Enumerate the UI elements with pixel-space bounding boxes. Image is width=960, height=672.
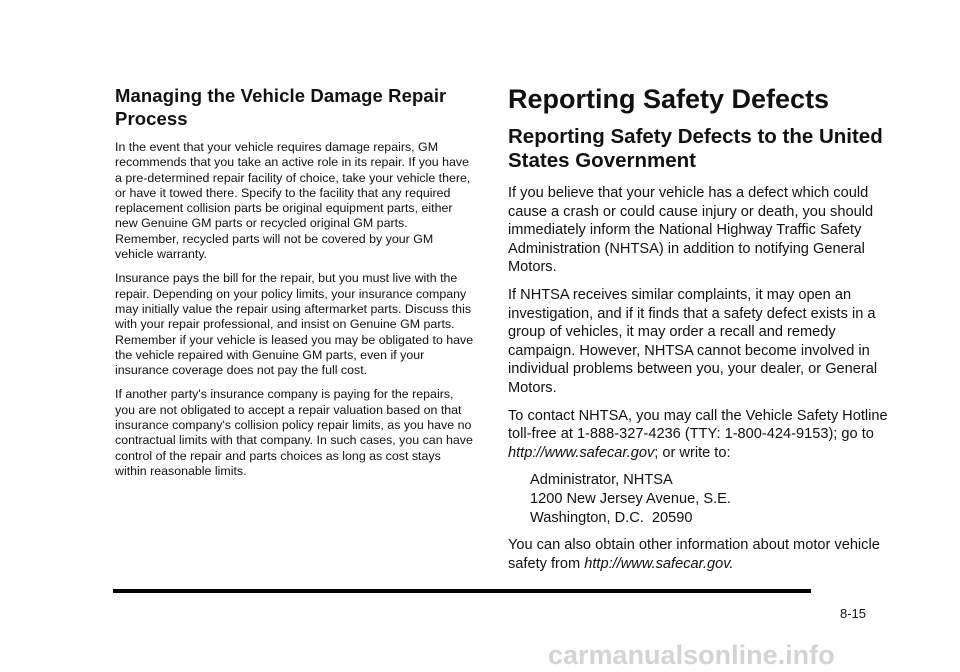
safecar-link-2[interactable]: http://www.safecar.gov. <box>584 555 734 572</box>
footer-rule <box>113 589 811 593</box>
watermark-logo <box>548 644 958 668</box>
safecar-link[interactable]: http://www.safecar.gov <box>508 444 655 461</box>
paragraph-nhtsa-investigation: If NHTSA receives similar complaints, it may open an investigation, and if it finds that a safety defect exists in a group of vehicles, it may order a recall and remedy campaign. However, NHTSA cannot become involved in individual problems between you, your dealer, or General Motors. <box>508 286 878 396</box>
svg-text:carmanualsonline.info: carmanualsonline.info <box>548 644 835 668</box>
page-number: 8-15 <box>840 606 867 621</box>
paragraph-more-info <box>508 536 888 573</box>
address-line-2: 1200 New Jersey Avenue, S.E. <box>530 490 731 507</box>
paragraph-damage-repair-2: Insurance pays the bill for the repair, but you must live with the repair. Depending on your policy limits, your insurance company may initially value the repair using aftermarket parts. Discuss this with your repair professional, and insist on Genuine GM parts. Remember if your vehicle is leased you may be obligated to have the vehicle repaired with Genuine GM parts, even if your insurance coverage does not pay the full cost. <box>115 271 474 378</box>
section-title-damage-repair: Managing the Vehicle Damage Repair Process <box>115 85 447 129</box>
paragraph-contact-nhtsa <box>508 407 888 463</box>
paragraph-defect-report: If you believe that your vehicle has a defect which could cause a crash or could cause injury or death, you should immediately inform the National Highway Traffic Safety Administration (NHTSA) in addition to notifying General Motors. <box>508 185 874 276</box>
right-column <box>508 84 888 582</box>
address-line-3: Washington, D.C. 20590 <box>530 509 693 526</box>
more-info-text: You can also obtain other information about motor vehicle safety from <box>508 537 880 572</box>
paragraph-damage-repair-1: In the event that your vehicle requires damage repairs, GM recommends that you take an active role in its repair. If you have a pre-determined repair facility of choice, take your vehicle there, or have it towed there. Specify to the facility that any required replacement collision parts be original equipment parts, either new Genuine GM parts or recycled original GM parts. Remember, recycled parts will not be covered by your GM vehicle warranty. <box>115 140 471 262</box>
left-column <box>115 84 475 488</box>
section-title-us-government: Reporting Safety Defects to the United States Government <box>508 125 883 172</box>
paragraph-damage-repair-3: If another party's insurance company is paying for the repairs, you are not obligated to accept a repair valuation based on that insurance company's collision policy repair limits, as you have no contractual limits with that company. In such cases, you can have control of the repair and parts choices as long as cost stays within reasonable limits. <box>115 387 473 478</box>
nhtsa-address <box>530 471 888 527</box>
page-title-safety-defects: Reporting Safety Defects <box>508 84 830 114</box>
contact-tail: ; or write to: <box>654 444 731 461</box>
address-line-1: Administrator, NHTSA <box>530 472 673 489</box>
contact-text: To contact NHTSA, you may call the Vehicle Safety Hotline toll-free at 1-888-327-4236 (TTY: 1-800-424-9153); go to <box>508 407 888 443</box>
